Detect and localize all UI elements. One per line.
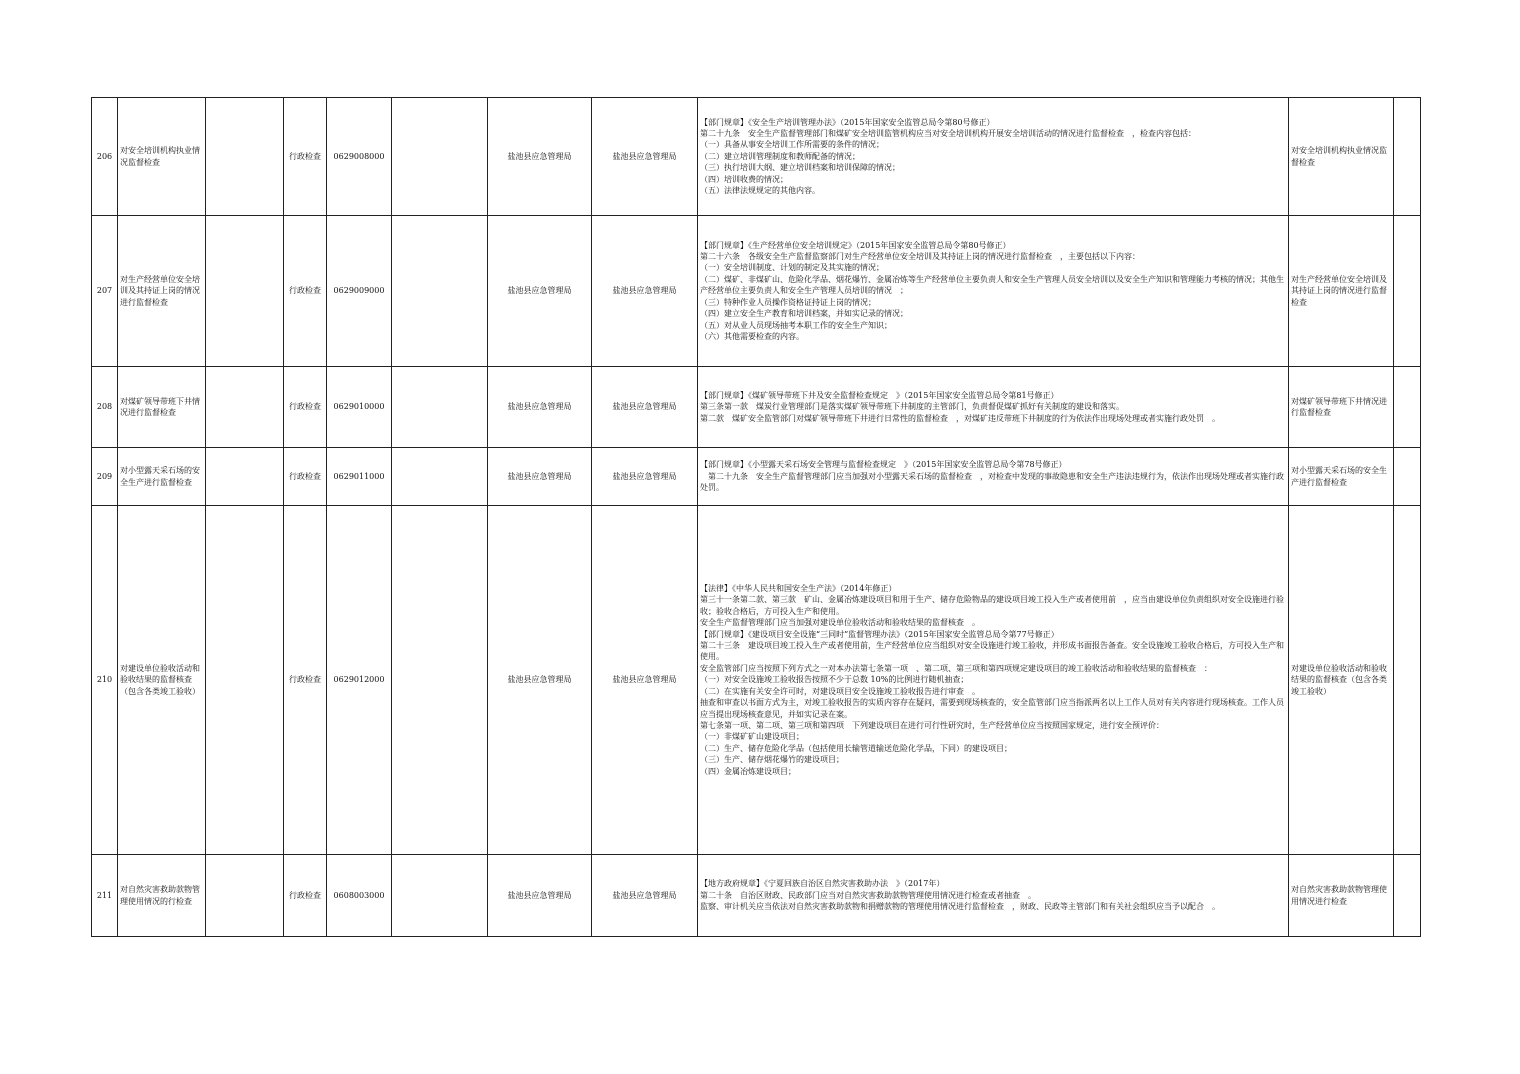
table-row [92, 216, 1421, 367]
legal-basis-line: 第二款 煤矿安全监管部门对煤矿领导带班下井进行日常性的监督检查 ，对煤矿违反带班下井制度的行为依法作出现场处理或者实施行政处罚 。 [700, 413, 1220, 423]
empty-cell [392, 448, 488, 506]
legal-basis-line: 抽查和审查以书面方式为主，对竣工验收报告的实质内容存在疑问，需要到现场核查的，安全监管部门应当指派两名以上工作人员对有关内容进行现场核查。工作人员应当提出现场核查意见，并如实记录在案。 [700, 698, 1284, 719]
legal-basis-line: （四）培训收费的情况； [700, 174, 788, 184]
implementing-agency: 盐池县应急管理局 [488, 448, 592, 506]
empty-cell [392, 98, 488, 216]
empty-cell [206, 506, 284, 855]
legal-basis-line: 第二十九条 安全生产监督管理部门应当加强对小型露天采石场的监督检查 ，对检查中发现的事故隐患和安全生产违法违规行为，依法作出现场处理或者实施行政处罚。 [700, 471, 1284, 493]
empty-cell [1394, 98, 1421, 216]
legal-basis [698, 855, 1289, 937]
row-number: 211 [92, 855, 118, 937]
legal-basis-line: （一）对安全设施竣工验收报告按照不少于总数 10%的比例进行随机抽查； [700, 675, 969, 685]
item-type: 行政检查 [284, 367, 327, 448]
legal-basis-line: （二）煤矿、非煤矿山、危险化学品、烟花爆竹、金属冶炼等生产经营单位主要负责人和安全生产管理人员安全培训以及安全生产知识和管理能力考核的情况；其他生产经营单位主要负责人和安全生产管理人员培训的情况 ； [700, 274, 1284, 296]
item-name-repeat: 对安全培训机构执业情况监督检查 [1289, 98, 1394, 216]
item-name: 对建设单位验收活动和验收结果的监督核查（包含各类竣工验收） [118, 506, 206, 855]
responsible-agency: 盐池县应急管理局 [592, 367, 698, 448]
legal-basis-line: （一）非煤矿矿山建设项目； [700, 732, 804, 742]
legal-basis-line: （三）执行培训大纲、建立培训档案和培训保障的情况； [700, 163, 900, 173]
legal-basis-line: 第三条第一款 煤炭行业管理部门是落实煤矿领导带班下井制度的主管部门，负责督促煤矿抓好有关制度的建设和落实。 [700, 402, 1124, 412]
row-number: 208 [92, 367, 118, 448]
implementing-agency: 盐池县应急管理局 [488, 855, 592, 937]
legal-basis-line: （二）在实施有关安全许可时，对建设项目安全设施竣工验收报告进行审查 。 [700, 686, 980, 696]
legal-basis-line: 第七条第一项、第二项、第三项和第四项 下列建设项目在进行可行性研究时，生产经营单位应当按照国家规定，进行安全预评价： [700, 720, 1164, 730]
item-name-repeat: 对自然灾害救助款物管理使用情况进行检查 [1289, 855, 1394, 937]
legal-basis-line: （四）金属冶炼建设项目； [700, 766, 796, 776]
empty-cell [392, 855, 488, 937]
legal-basis-line: （三）生产、储存烟花爆竹的建设项目； [700, 755, 844, 765]
legal-basis-line: 安全生产监督管理部门应当加强对建设单位验收活动和验收结果的监督核查 。 [700, 618, 980, 628]
item-code: 0629010000 [327, 367, 392, 448]
legal-basis-line: 【部门规章】《建设项目安全设施“三同时”监督管理办法》（2015年国家安全监管总局令第77号修正） [700, 629, 1059, 639]
item-type: 行政检查 [284, 216, 327, 367]
table-row [92, 448, 1421, 506]
row-number: 206 [92, 98, 118, 216]
legal-basis-line: （一）具备从事安全培训工作所需要的条件的情况； [700, 140, 884, 150]
item-type: 行政检查 [284, 98, 327, 216]
responsible-agency: 盐池县应急管理局 [592, 216, 698, 367]
legal-basis-line: 第二十六条 各级安全生产监督监察部门对生产经营单位安全培训及其持证上岗的情况进行监督检查 ，主要包括以下内容： [700, 252, 1140, 262]
responsible-agency: 盐池县应急管理局 [592, 506, 698, 855]
item-name: 对煤矿领导带班下井情况进行监督检查 [118, 367, 206, 448]
implementing-agency: 盐池县应急管理局 [488, 216, 592, 367]
item-type: 行政检查 [284, 506, 327, 855]
legal-basis [698, 216, 1289, 367]
table-row [92, 506, 1421, 855]
legal-basis [698, 448, 1289, 506]
legal-basis-line: 第三十一条第二款、第三款 矿山、金属冶炼建设项目和用于生产、储存危险物品的建设项目竣工投入生产或者使用前 ，应当由建设单位负责组织对安全设施进行验收；验收合格后，方可投入生产和使用。 [700, 595, 1284, 616]
empty-cell [206, 216, 284, 367]
item-name-repeat: 对建设单位验收活动和验收结果的监督核查（包含各类竣工验收） [1289, 506, 1394, 855]
responsible-agency: 盐池县应急管理局 [592, 98, 698, 216]
legal-basis-line: 【法律】《中华人民共和国安全生产法》（2014年修正） [700, 584, 897, 594]
implementing-agency: 盐池县应急管理局 [488, 367, 592, 448]
empty-cell [1394, 506, 1421, 855]
legal-basis-line: （四）建立安全生产教育和培训档案，并如实记录的情况； [700, 309, 908, 319]
item-name-repeat: 对生产经营单位安全培训及其持证上岗的情况进行监督检查 [1289, 216, 1394, 367]
implementing-agency: 盐池县应急管理局 [488, 506, 592, 855]
legal-basis-line: （六）其他需要检查的内容。 [700, 331, 804, 341]
legal-basis-line: （五）法律法规规定的其他内容。 [700, 186, 820, 196]
legal-basis-line: 第二十条 自治区财政、民政部门应当对自然灾害救助款物管理使用情况进行检查或者抽查 。 [700, 890, 1036, 900]
item-name: 对生产经营单位安全培训及其持证上岗的情况进行监督检查 [118, 216, 206, 367]
table-row [92, 367, 1421, 448]
empty-cell [1394, 367, 1421, 448]
responsible-agency: 盐池县应急管理局 [592, 855, 698, 937]
empty-cell [206, 448, 284, 506]
legal-basis-line: （五）对从业人员现场抽考本职工作的安全生产知识； [700, 320, 892, 330]
legal-basis-line: 监察、审计机关应当依法对自然灾害救助款物和捐赠款物的管理使用情况进行监督检查 ，财政、民政等主管部门和有关社会组织应当予以配合 。 [700, 902, 1220, 912]
item-code: 0629011000 [327, 448, 392, 506]
item-name: 对安全培训机构执业情况监督检查 [118, 98, 206, 216]
item-type: 行政检查 [284, 855, 327, 937]
empty-cell [206, 367, 284, 448]
legal-basis-line: （三）特种作业人员操作资格证持证上岗的情况； [700, 297, 876, 307]
empty-cell [1394, 216, 1421, 367]
empty-cell [206, 98, 284, 216]
legal-basis-line: 第二十九条 安全生产监督管理部门和煤矿安全培训监管机构应当对安全培训机构开展安全培训活动的情况进行监督检查 ，检查内容包括： [700, 128, 1196, 138]
empty-cell [392, 216, 488, 367]
regulation-table [91, 97, 1421, 937]
item-name: 对自然灾害救助款物管理使用情况的行检查 [118, 855, 206, 937]
table-row [92, 98, 1421, 216]
legal-basis-line: 【部门规章】《生产经营单位安全培训规定》（2015年国家安全监管总局令第80号修正） [700, 240, 1011, 250]
legal-basis [698, 367, 1289, 448]
item-type: 行政检查 [284, 448, 327, 506]
responsible-agency: 盐池县应急管理局 [592, 448, 698, 506]
legal-basis-line: （二）生产、储存危险化学品（包括使用长输管道输送危险化学品，下同）的建设项目； [700, 743, 1012, 753]
empty-cell [1394, 855, 1421, 937]
empty-cell [392, 367, 488, 448]
item-code: 0629009000 [327, 216, 392, 367]
item-code: 0629012000 [327, 506, 392, 855]
item-name-repeat: 对煤矿领导带班下井情况进行监督检查 [1289, 367, 1394, 448]
item-code: 0608003000 [327, 855, 392, 937]
legal-basis-line: 【部门规章】《安全生产培训管理办法》（2015年国家安全监管总局令第80号修正） [700, 117, 995, 127]
legal-basis-line: （二）建立培训管理制度和教师配备的情况； [700, 151, 860, 161]
legal-basis-line: 安全监管部门应当按照下列方式之一对本办法第七条第一项 、第二项、第三项和第四项规定建设项目的竣工验收活动和验收结果的监督核查 ： [700, 663, 1212, 673]
legal-basis [698, 98, 1289, 216]
item-name: 对小型露天采石场的安全生产进行监督检查 [118, 448, 206, 506]
row-number: 207 [92, 216, 118, 367]
row-number: 209 [92, 448, 118, 506]
row-number: 210 [92, 506, 118, 855]
legal-basis-line: 【地方政府规章】《宁夏回族自治区自然灾害救助办法 》（2017年） [700, 879, 945, 889]
empty-cell [392, 506, 488, 855]
empty-cell [206, 855, 284, 937]
legal-basis-line: 【部门规章】《小型露天采石场安全管理与监督检查规定 》（2015年国家安全监管总局令第78号修正） [700, 460, 1067, 470]
legal-basis-line: 【部门规章】《煤矿领导带班下井及安全监督检查规定 》（2015年国家安全监管总局令第81号修正） [700, 390, 1059, 400]
table-row [92, 855, 1421, 937]
legal-basis [698, 506, 1289, 855]
table-body [92, 98, 1421, 937]
implementing-agency: 盐池县应急管理局 [488, 98, 592, 216]
legal-basis-line: （一）安全培训制度、计划的制定及其实施的情况； [700, 263, 884, 273]
legal-basis-line: 第二十三条 建设项目竣工投入生产或者使用前，生产经营单位应当组织对安全设施进行竣工验收，并形成书面报告备查。安全设施竣工验收合格后，方可投入生产和使用。 [700, 641, 1284, 662]
item-name-repeat: 对小型露天采石场的安全生产进行监督检查 [1289, 448, 1394, 506]
item-code: 0629008000 [327, 98, 392, 216]
empty-cell [1394, 448, 1421, 506]
